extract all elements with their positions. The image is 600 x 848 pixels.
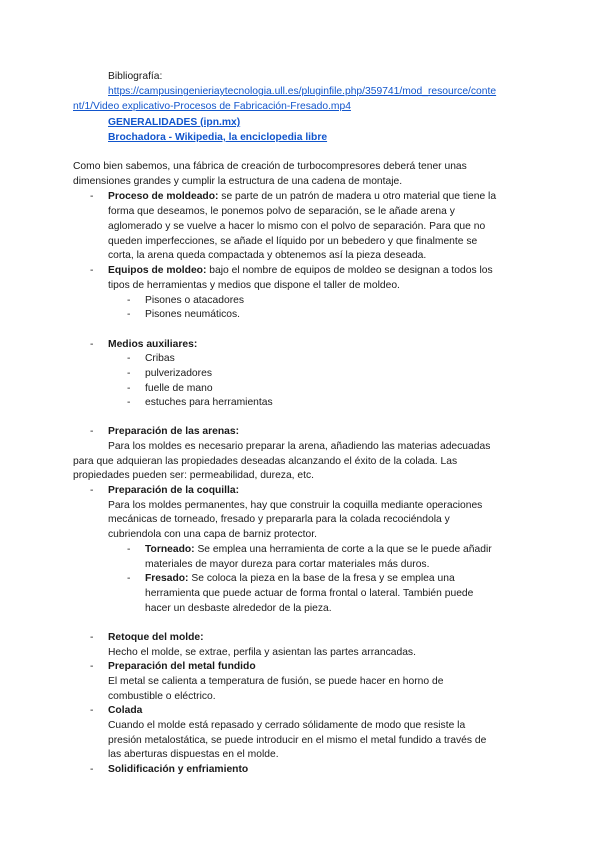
arenas-line: Para los moldes es necesario preparar la arena, añadiendo las materias adecuadas bbox=[108, 441, 491, 452]
coquilla-title bbox=[108, 484, 239, 499]
coquilla-line: mecánicas de torneado, fresado y prepararla para la colada recociéndola y bbox=[108, 514, 450, 525]
bullet-dash: - bbox=[90, 191, 94, 202]
link-generalidades-text[interactable]: GENERALIDADES (ipn.mx) bbox=[108, 117, 241, 128]
bibliography-url-line-1[interactable] bbox=[108, 85, 496, 100]
equipos-first-text: bajo el nombre de equipos de moldeo se designan a todos los bbox=[206, 265, 493, 276]
equipos-first-line bbox=[108, 264, 493, 279]
metal-title bbox=[108, 660, 256, 675]
solidificacion-title bbox=[108, 763, 248, 778]
retoque-title bbox=[108, 631, 204, 646]
link-brochadora-text[interactable]: Brochadora - Wikipedia, la enciclopedia libre bbox=[108, 132, 328, 143]
equipos-item: Pisones neumáticos. bbox=[145, 309, 241, 320]
link-brochadora[interactable] bbox=[108, 131, 327, 146]
metal-line: combustible o eléctrico. bbox=[108, 691, 216, 702]
arenas-title-text: Preparación de las arenas: bbox=[108, 426, 240, 437]
auxiliares-title bbox=[108, 338, 197, 353]
retoque-title-text: Retoque del molde: bbox=[108, 632, 204, 643]
moldeado-line: corta, la arena queda compactada y obtenemos así la pieza deseada. bbox=[108, 250, 427, 261]
fresado-first-line bbox=[145, 572, 455, 587]
auxiliares-item: pulverizadores bbox=[145, 368, 212, 379]
equipos-item: Pisones o atacadores bbox=[145, 295, 245, 306]
bullet-dash: - bbox=[90, 485, 94, 496]
fresado-title: Fresado: bbox=[145, 573, 189, 584]
moldeado-title: Proceso de moldeado: bbox=[108, 191, 219, 202]
bullet-dash: - bbox=[90, 764, 94, 775]
intro-line-1: Como bien sabemos, una fábrica de creación de turbocompresores deberá tener unas bbox=[73, 161, 467, 172]
bullet-dash: - bbox=[90, 632, 94, 643]
solidificacion-title-text: Solidificación y enfriamiento bbox=[108, 764, 249, 775]
coquilla-title-text: Preparación de la coquilla: bbox=[108, 485, 240, 496]
bullet-dash: - bbox=[127, 544, 131, 555]
bibliography-url-line-2[interactable] bbox=[73, 100, 351, 115]
bullet-dash: - bbox=[90, 265, 94, 276]
link-generalidades[interactable] bbox=[108, 116, 240, 131]
moldeado-line: queden imperfecciones, se añade el líquido por un bebedero y que finalmente se bbox=[108, 236, 478, 247]
colada-line: Cuando el molde está repasado y cerrado sólidamente de modo que resiste la bbox=[108, 720, 466, 731]
bullet-dash: - bbox=[127, 397, 131, 408]
bullet-dash: - bbox=[90, 661, 94, 672]
torneado-line: materiales de mayor dureza para cortar materiales más duros. bbox=[145, 559, 430, 570]
arenas-title bbox=[108, 425, 239, 440]
bibliography-url-link-cont[interactable]: nt/1/Video explicativo-Procesos de Fabricación-Fresado.mp4 bbox=[73, 101, 351, 112]
coquilla-line: Para los moldes permanentes, hay que construir la coquilla mediante operaciones bbox=[108, 500, 483, 511]
colada-title-text: Colada bbox=[108, 705, 143, 716]
torneado-first-text: Se emplea una herramienta de corte a la que se le puede añadir bbox=[194, 544, 492, 555]
torneado-first-line bbox=[145, 543, 492, 558]
colada-line: las aberturas dispuestas en el molde. bbox=[108, 749, 279, 760]
auxiliares-title-text: Medios auxiliares: bbox=[108, 339, 198, 350]
auxiliares-item: Cribas bbox=[145, 353, 175, 364]
bullet-dash: - bbox=[127, 309, 131, 320]
colada-title bbox=[108, 704, 142, 719]
moldeado-line: forma que deseamos, le ponemos polvo de separación, se le añade arena y bbox=[108, 206, 455, 217]
equipos-title: Equipos de moldeo: bbox=[108, 265, 207, 276]
bullet-dash: - bbox=[90, 339, 94, 350]
intro-line-2: dimensiones grandes y cumplir la estructura de una cadena de montaje. bbox=[73, 176, 403, 187]
bullet-dash: - bbox=[127, 353, 131, 364]
moldeado-first-line bbox=[108, 190, 496, 205]
arenas-line: para que adquieran las propiedades deseadas alcanzando el éxito de la colada. Las bbox=[73, 456, 458, 467]
torneado-title: Torneado: bbox=[145, 544, 195, 555]
metal-line: El metal se calienta a temperatura de fusión, se puede hacer en horno de bbox=[108, 676, 444, 687]
colada-line: presión metalostática, se puede introducir en el mismo el metal fundido a través de bbox=[108, 735, 487, 746]
fresado-line: herramienta que puede actuar de forma frontal o lateral. También puede bbox=[145, 588, 474, 599]
auxiliares-item: estuches para herramientas bbox=[145, 397, 273, 408]
bullet-dash: - bbox=[90, 705, 94, 716]
bullet-dash: - bbox=[127, 383, 131, 394]
arenas-line: propiedades pueden ser: permeabilidad, dureza, etc. bbox=[73, 470, 314, 481]
moldeado-line: aglomerado y se vuelve a hacer lo mismo con el polvo de separación. Para que no bbox=[108, 221, 486, 232]
fresado-first-text: Se coloca la pieza en la base de la fresa y se emplea una bbox=[188, 573, 455, 584]
bullet-dash: - bbox=[127, 295, 131, 306]
auxiliares-item: fuelle de mano bbox=[145, 383, 213, 394]
retoque-line: Hecho el molde, se extrae, perfila y asientan las partes arrancadas. bbox=[108, 647, 416, 658]
coquilla-line: cubriendola con una capa de barniz protector. bbox=[108, 529, 317, 540]
equipos-line: tipos de herramientas y medios que dispone el taller de moldeo. bbox=[108, 280, 400, 291]
metal-title-text: Preparación del metal fundido bbox=[108, 661, 256, 672]
bullet-dash: - bbox=[127, 573, 131, 584]
bullet-dash: - bbox=[127, 368, 131, 379]
bibliography-label: Bibliografía: bbox=[108, 71, 163, 82]
moldeado-first-text: se parte de un patrón de madera u otro material que tiene la bbox=[218, 191, 497, 202]
bibliography-url-link[interactable]: https://campusingenieriaytecnologia.ull.es/pluginfile.php/359741/mod_resource/conte bbox=[108, 86, 497, 97]
fresado-line: hacer un desbaste alrededor de la pieza. bbox=[145, 603, 332, 614]
bullet-dash: - bbox=[90, 426, 94, 437]
